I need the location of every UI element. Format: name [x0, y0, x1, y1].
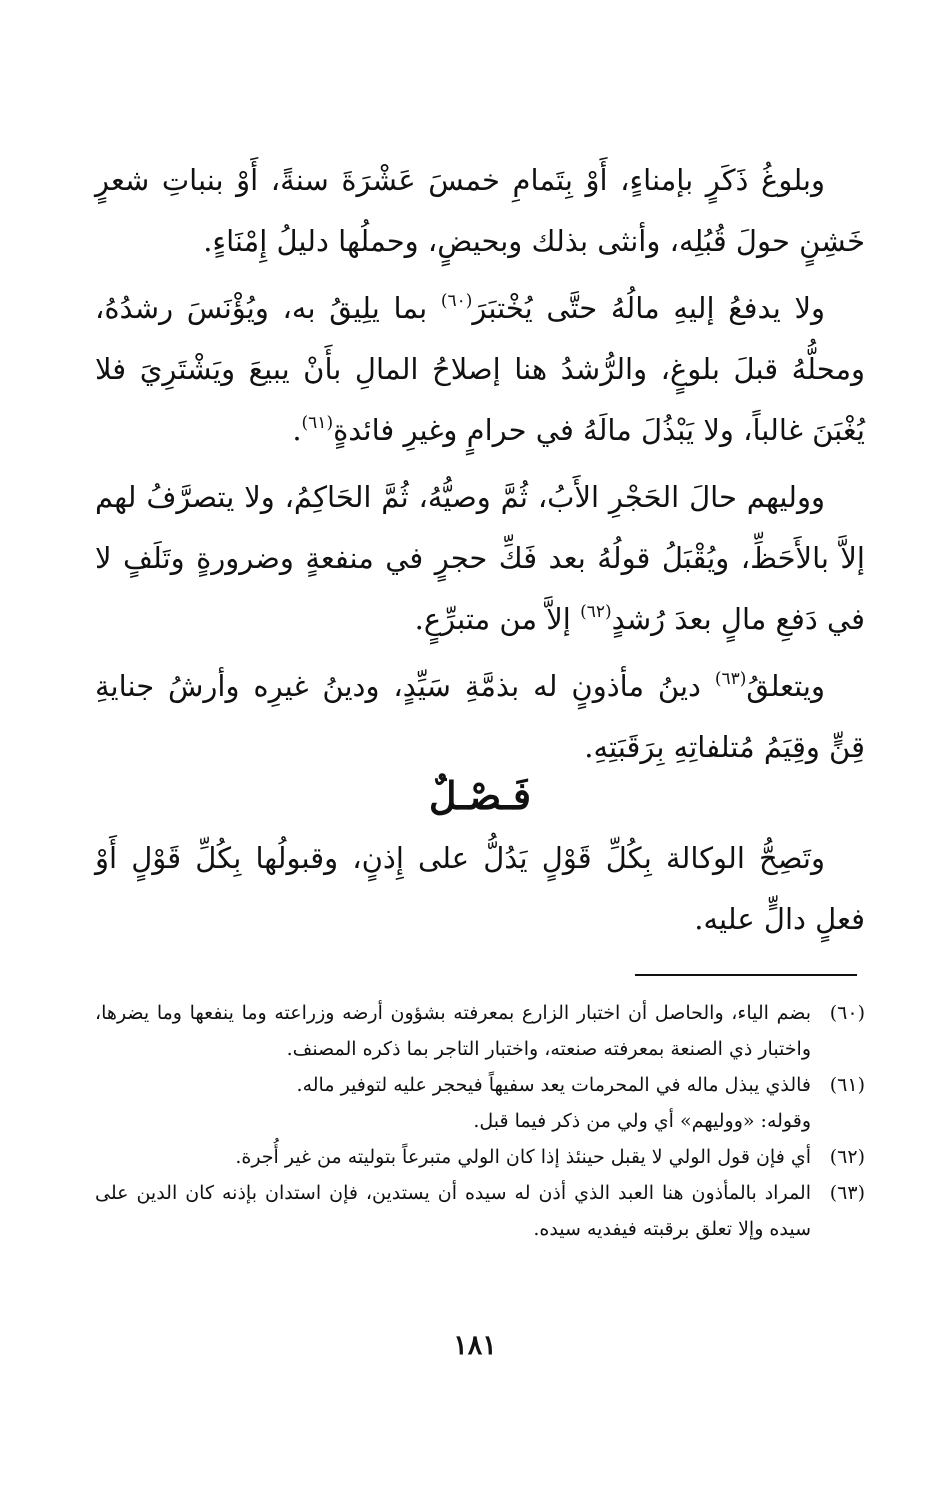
footnote-number: (٦١) — [829, 1074, 865, 1096]
footnote-ref-60[interactable]: (٦٠) — [440, 291, 473, 311]
paragraph-text: ووليهم حالَ الحَجْرِ الأَبُ، ثُمَّ وصيُّهُ، ثُمَّ الحَاكِمُ، ولا يتصرَّفُ لهم إلاَّ بالأَحَظِّ، ويُقْبَلُ قولُهُ بعد فَكِّ حجرٍ في منفعةٍ وضرورةٍ وتَلَفٍ لا في دَفعِ مالٍ بعدَ رُشدٍ — [95, 480, 865, 636]
paragraph-maturity — [95, 278, 865, 461]
footnote-63 — [95, 1175, 865, 1247]
paragraph-text: بما يلِيقُ به، ويُؤْنَسَ رشدُهُ، ومحلُّهُ قبلَ بلوغٍ، والرُّشدُ هنا إصلاحُ المالِ بأَنْ يبيعَ ويَشْتَرِيَ فلا يُغْبَنَ غالباً، ولا يَبْذُلَ مالَهُ في حرامٍ وغيرِ فائدةٍ — [95, 291, 865, 447]
footnote-text: فالذي يبذل ماله في المحرمات يعد سفيهاً فيحجر عليه لتوفير ماله. — [296, 1074, 811, 1096]
footnotes — [95, 995, 865, 1247]
footnote-ref-62[interactable]: (٦٢) — [580, 602, 612, 622]
page-number: ١٨١ — [453, 1330, 497, 1361]
footnote-60 — [95, 995, 865, 1067]
main-text — [95, 150, 865, 784]
section-text — [95, 828, 865, 950]
section-heading: فَـصْـلٌ — [428, 773, 532, 818]
footnote-61 — [95, 1067, 865, 1103]
paragraph-text: ولا يدفعُ إليهِ مالُهُ حتَّى يُخْتبَرَ — [472, 291, 826, 325]
footnote-62 — [95, 1139, 865, 1175]
footnote-text: بضم الياء، والحاصل أن اختبار الزارع بمعرفته بشؤون أرضه وزراعته وما ينفعها وما يضرها، واختبار ذي الصنعة بمعرفته صنعته، واختبار التاجر بما ذكره المصنف. — [95, 1002, 811, 1060]
paragraph-text: إلاَّ من متبرِّعٍ. — [414, 602, 581, 636]
paragraph-text: ويتعلقُ — [746, 669, 825, 703]
paragraph-text: دينُ مأذونٍ له بذمَّةِ سَيِّدٍ، ودينُ غيرِه وأرشُ جنايةِ قِنٍّ وقِيَمُ مُتلفاتِهِ بِرَقَبَتِهِ. — [95, 669, 865, 764]
paragraph-guardian — [95, 467, 865, 650]
footnote-number: (٦٣) — [829, 1182, 865, 1204]
paragraph-agency: وتَصِحُّ الوكالة بِكُلِّ قَوْلٍ يَدُلُّ على إِذنٍ، وقبولُها بِكُلِّ قَوْلٍ أَوْ فعلٍ دالٍّ عليه. — [95, 841, 865, 936]
paragraph-text: . — [292, 413, 302, 447]
paragraph-debt — [95, 656, 865, 778]
footnote-number: (٦٢) — [829, 1146, 865, 1168]
footnote-text: أي فإن قول الولي لا يقبل حينئذ إذا كان الولي متبرعاً بتوليته من غير أُجرة. — [235, 1146, 811, 1168]
footnote-61-continuation: وقوله: «ووليهم» أي ولي من ذكر فيما قبل. — [473, 1110, 811, 1132]
footnote-ref-63[interactable]: (٦٣) — [714, 669, 747, 689]
footnote-ref-61[interactable]: (٦١) — [301, 413, 334, 433]
footnote-divider — [635, 974, 857, 976]
paragraph-puberty — [95, 150, 865, 272]
footnote-number: (٦٠) — [829, 1002, 865, 1024]
footnote-text: المراد بالمأذون هنا العبد الذي أذن له سيده أن يستدين، فإن استدان بإذنه كان الدين على سيده وإلا تعلق برقبته فيفديه سيده. — [95, 1182, 811, 1240]
paragraph-text: وبلوغُ ذَكَرٍ بإمناءٍ، أَوْ بِتَمامِ خمسَ عَشْرَةَ سنةً، أَوْ بنباتِ شعرٍ خَشِنٍ حولَ قُبُلِه، وأنثى بذلك وبحيضٍ، وحملُها دليلُ إِمْنَاءٍ. — [95, 163, 865, 258]
